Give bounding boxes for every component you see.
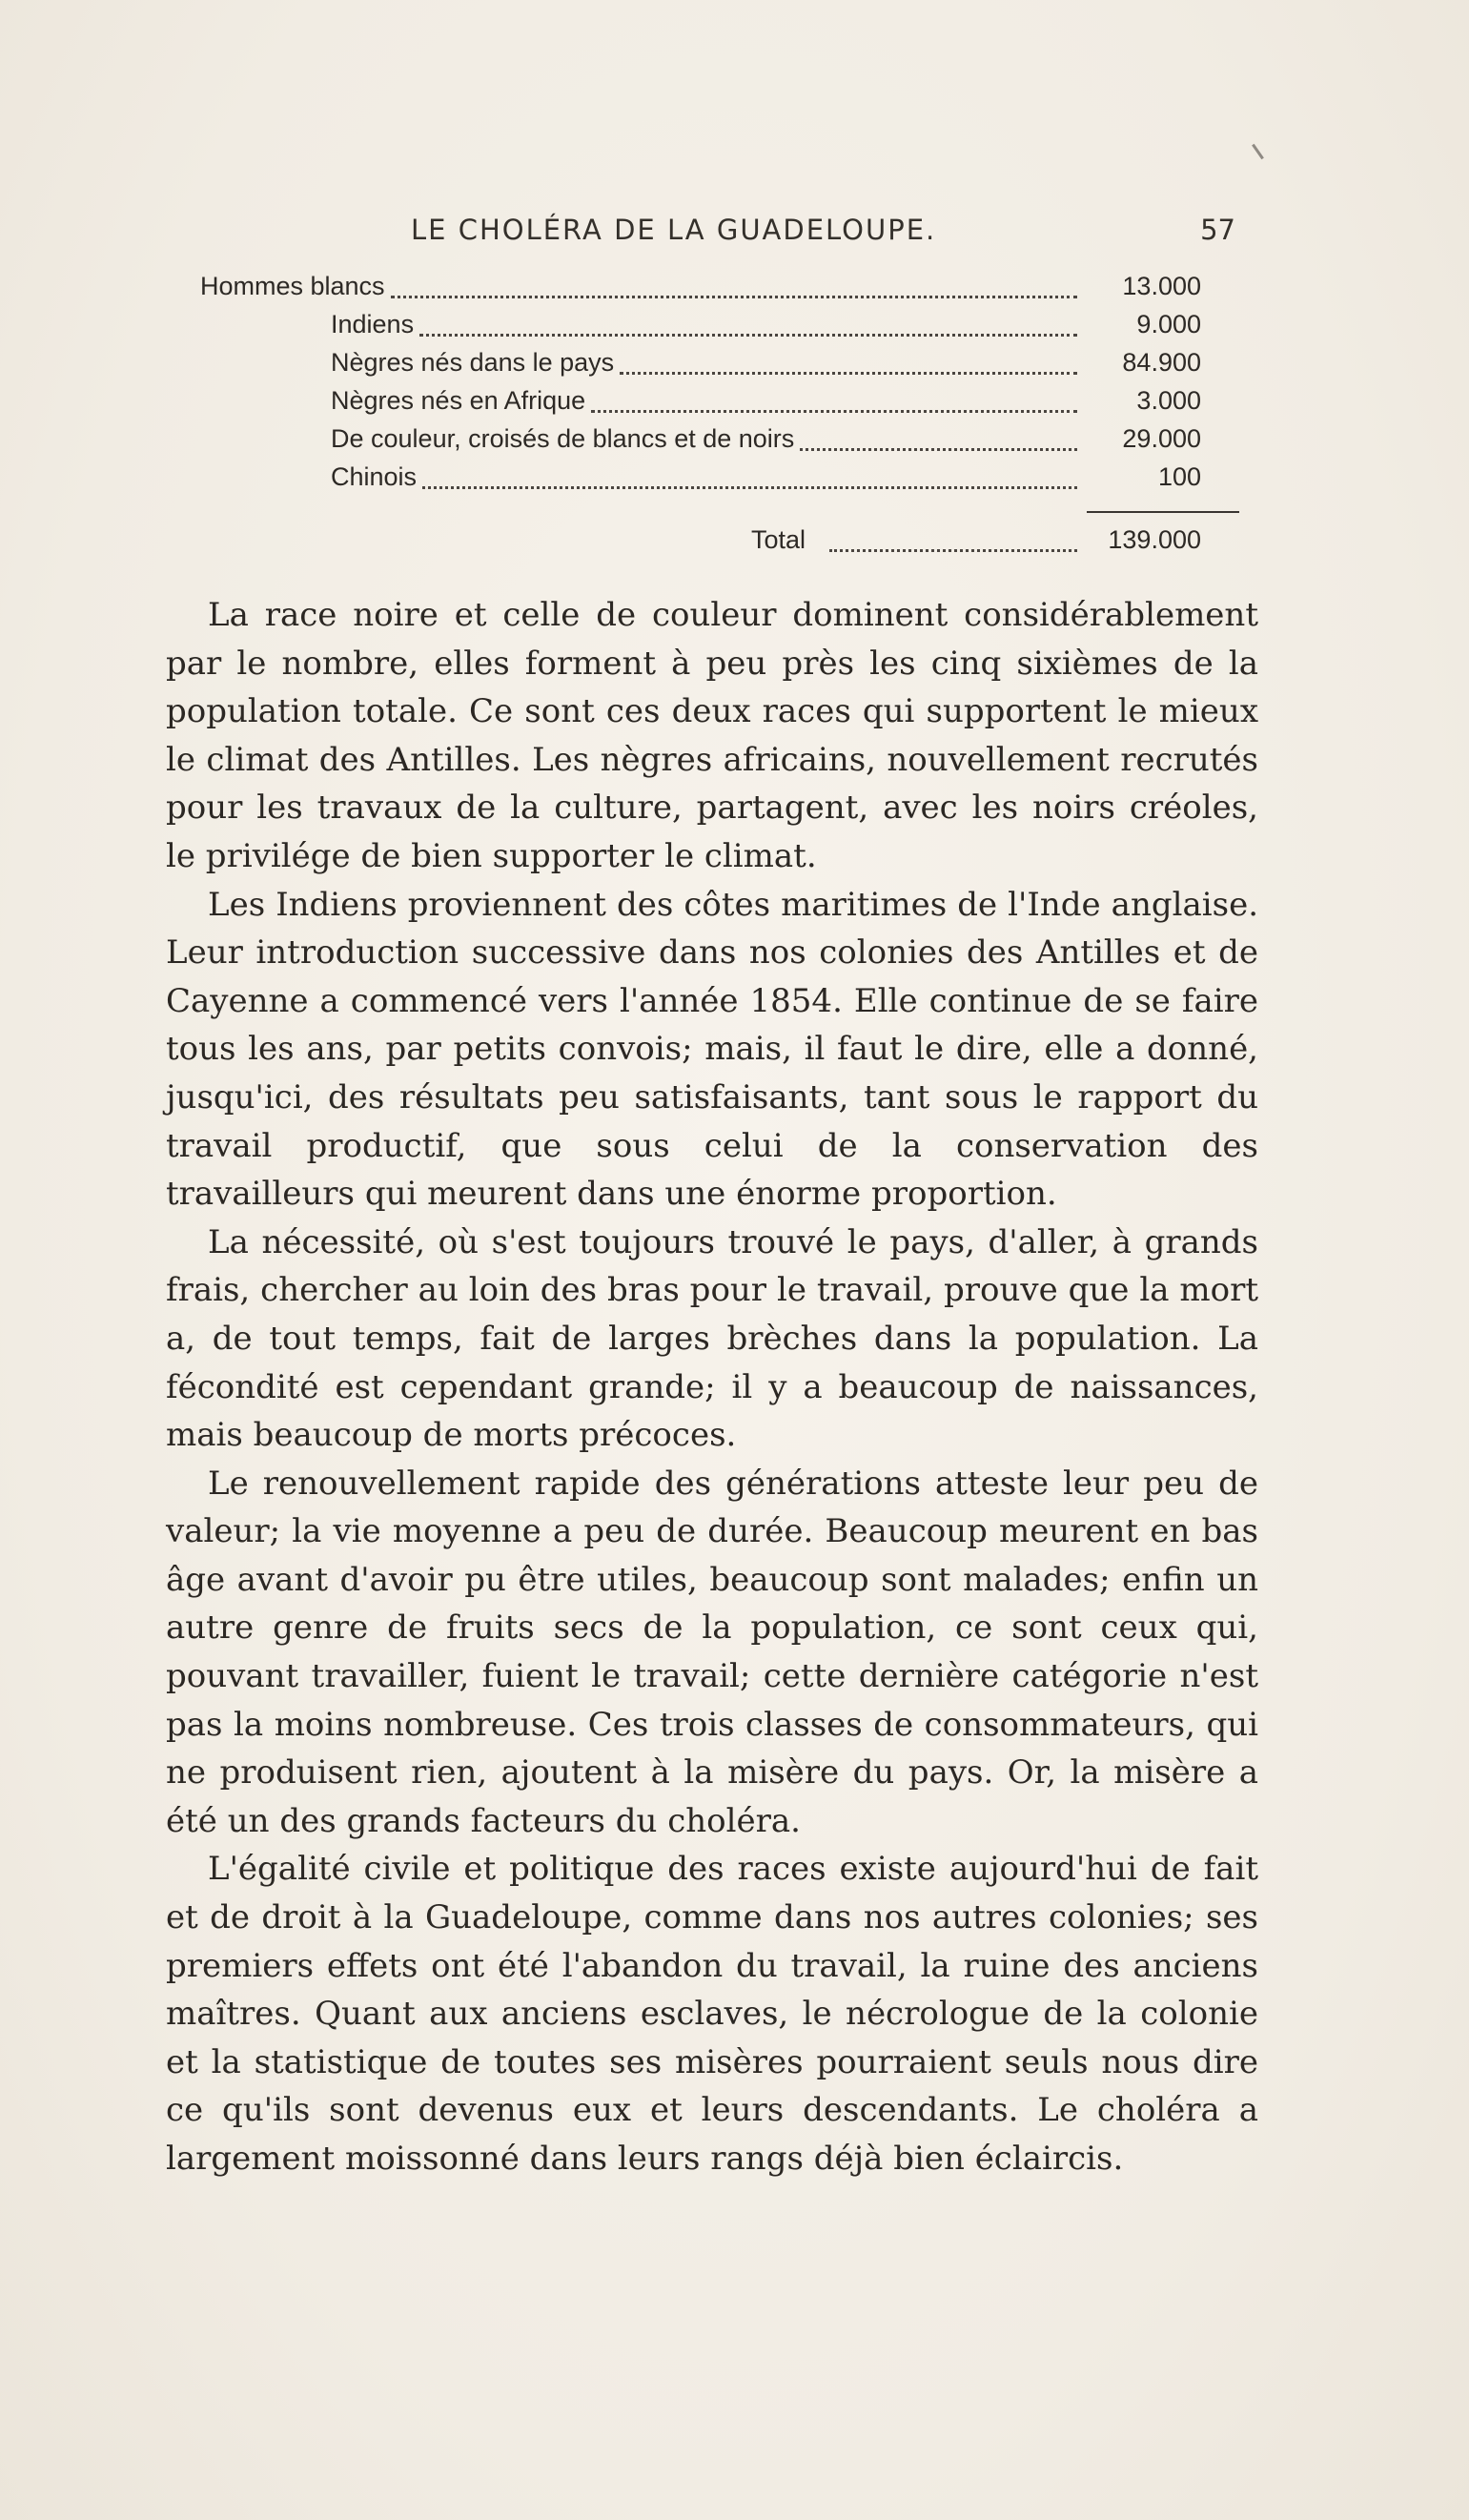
page-number: 57 bbox=[1200, 214, 1235, 246]
row-label: De couleur, croisés de blancs et de noirs bbox=[331, 424, 795, 453]
table-row bbox=[200, 458, 1201, 496]
paragraph: La nécessité, où s'est toujours trouvé le pays, d'aller, à grands frais, chercher au loin des bras pour le travail, prouve que la mort a, de tout temps, fait de larges brèches dans la population. La fécondité est cependant grande; il y a beaucoup de naissances, mais beaucoup de morts précoces. bbox=[166, 1222, 1258, 1455]
total-value: 139.000 bbox=[1108, 525, 1201, 554]
row-label: Indiens bbox=[331, 310, 415, 338]
leader-dots bbox=[591, 372, 1077, 413]
row-label: Nègres nés en Afrique bbox=[331, 386, 586, 415]
row-value: 84.900 bbox=[1122, 348, 1201, 377]
population-table bbox=[200, 267, 1201, 554]
print-mark bbox=[1252, 144, 1264, 159]
running-title: LE CHOLÉRA DE LA GUADELOUPE. bbox=[411, 214, 937, 246]
row-label: Nègres nés dans le pays bbox=[331, 348, 615, 377]
total-rule bbox=[1087, 511, 1239, 513]
paragraph: L'égalité civile et politique des races existe aujourd'hui de fait et de droit à la Guadeloupe, comme dans nos autres colonies; ses premiers effets ont été l'abandon du travail, la ruine des anciens maîtres. Quant aux anciens esclaves, le nécrologue de la colonie et la statistique de toutes ses misères pourraient seuls nous dire ce qu'ils sont devenus eux et leurs descendants. Le choléra a largement moissonné dans leurs rangs déjà bien éclaircis. bbox=[166, 1850, 1258, 2178]
page-header bbox=[168, 208, 1235, 256]
total-row bbox=[200, 521, 1201, 559]
leader-dots bbox=[829, 511, 1077, 552]
row-value: 13.000 bbox=[1122, 272, 1201, 300]
total-label: Total bbox=[751, 525, 806, 554]
row-value: 3.000 bbox=[1136, 386, 1201, 415]
leader-dots bbox=[800, 410, 1077, 451]
leader-dots bbox=[419, 296, 1077, 337]
paragraph: Les Indiens proviennent des côtes maritimes de l'Inde anglaise. Leur introduction successive dans nos colonies des Antilles et de Cayenne a commencé vers l'année 1854. Elle continue de se faire tous les ans, par petits convois; mais, il faut le dire, elle a donné, jusqu'ici, des résultats peu satisfaisants, tant sous le rapport du travail productif, que sous celui de la conservation des travailleurs qui meurent dans une énorme proportion. bbox=[166, 885, 1258, 1214]
row-label: Hommes blancs bbox=[200, 272, 385, 300]
row-value: 29.000 bbox=[1122, 424, 1201, 453]
leader-dots bbox=[391, 257, 1077, 298]
leader-dots bbox=[422, 448, 1077, 489]
row-value: 9.000 bbox=[1136, 310, 1201, 338]
leader-dots bbox=[620, 334, 1077, 375]
row-label: Chinois bbox=[331, 462, 418, 491]
body-text bbox=[166, 591, 1258, 2183]
paragraph: Le renouvellement rapide des générations atteste leur peu de valeur; la vie moyenne a peu de durée. Beaucoup meurent en bas âge avant d'avoir pu être utiles, beaucoup sont malades; enfin un autre genre de fruits secs de la population, ce sont ceux qui, pouvant travailler, fuient le travail; cette dernière catégorie n'est pas la moins nombreuse. Ces trois classes de consommateurs, qui ne produisent rien, ajoutent à la misère du pays. Or, la misère a été un des grands facteurs du choléra. bbox=[166, 1464, 1258, 1840]
paragraph: La race noire et celle de couleur dominent considérablement par le nombre, elles forment à peu près les cinq sixièmes de la population totale. Ce sont ces deux races qui supportent le mieux le climat des Antilles. Les nègres africains, nouvellement recrutés pour les travaux de la culture, partagent, avec les noirs créoles, le privilége de bien supporter le climat. bbox=[166, 596, 1258, 875]
row-value: 100 bbox=[1157, 462, 1201, 491]
